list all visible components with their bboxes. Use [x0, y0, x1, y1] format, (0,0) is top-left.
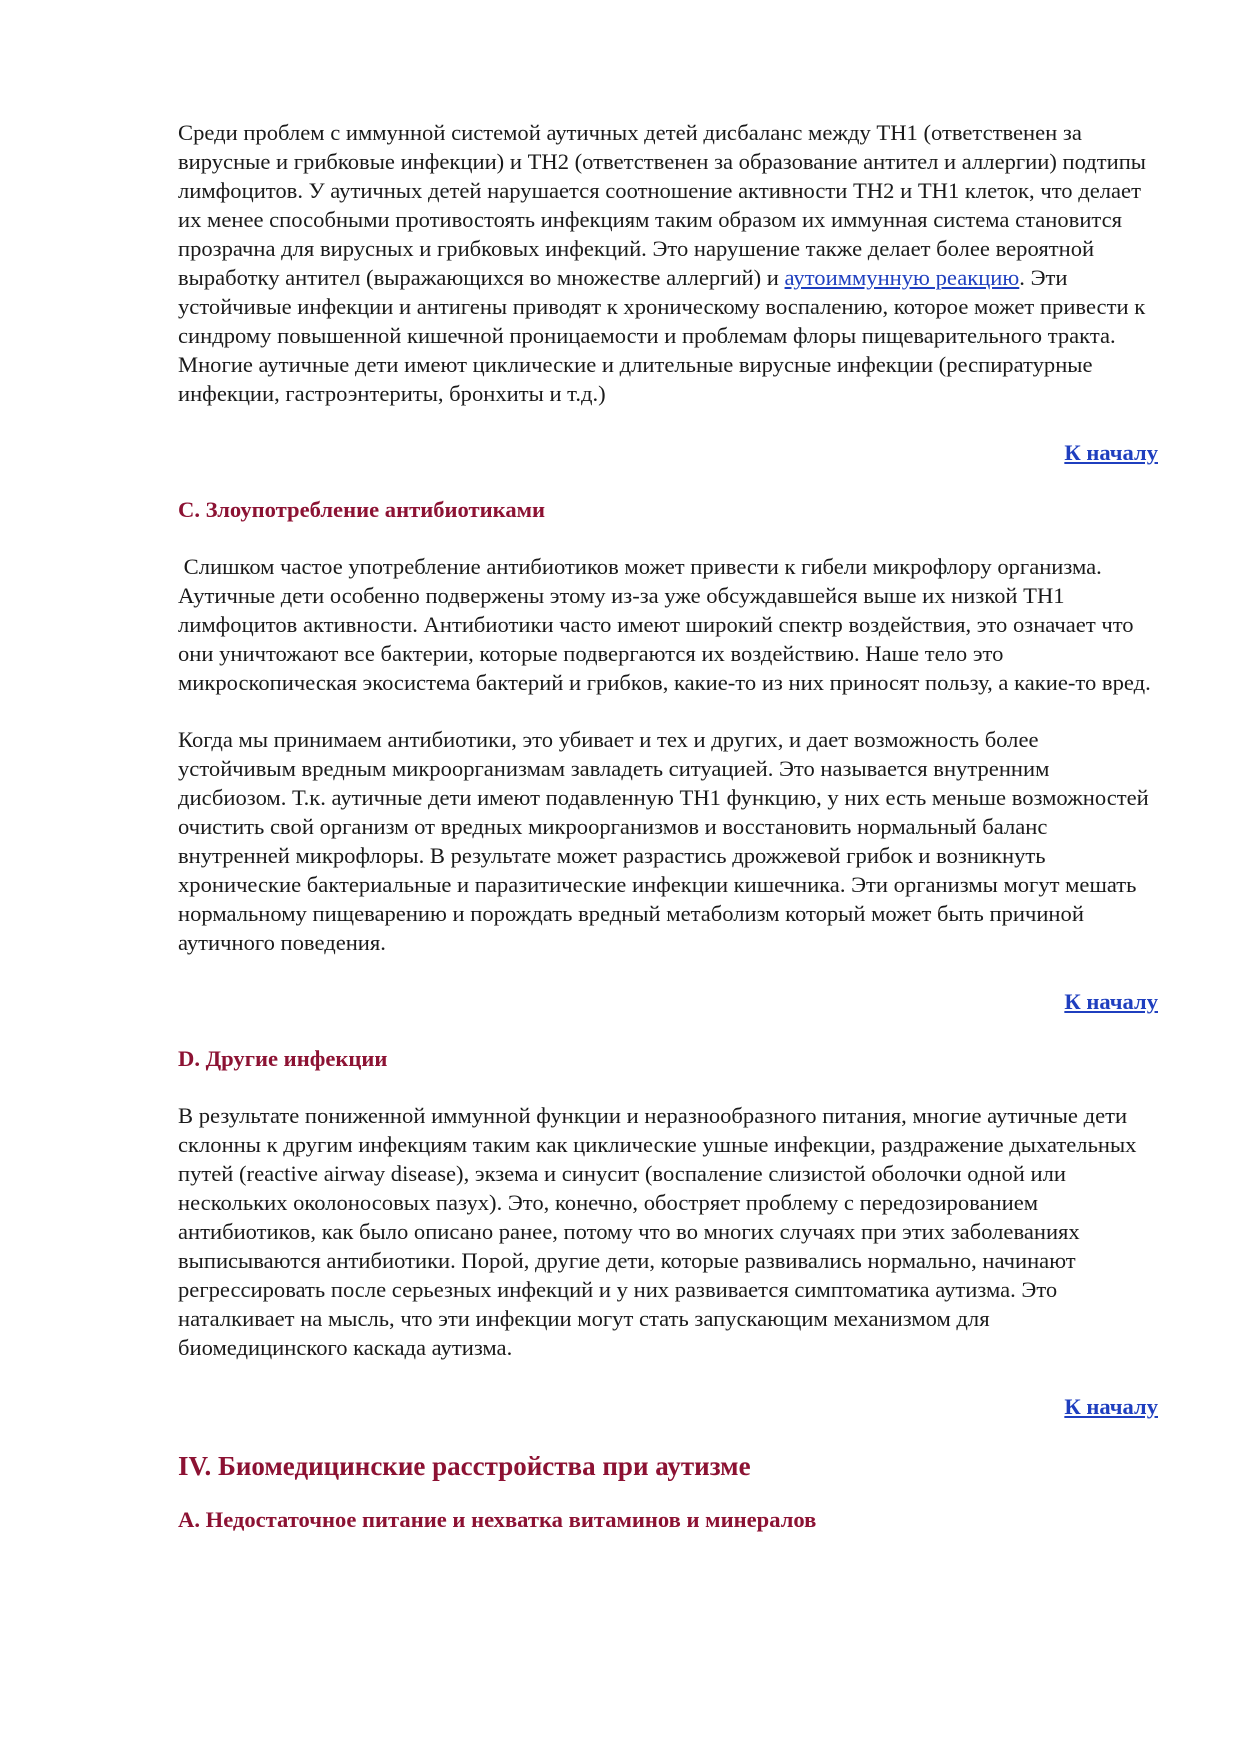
section-d-paragraph: В результате пониженной иммунной функции и неразнообразного питания, многие аутичные дети склонны к другим инфекциям таким как циклические ушные инфекции, раздражение дыхательных путей (reactive airway disease), экзема и синусит (воспаление слизистой оболочки одной или нескольких околоносовых пазух). Это, конечно, обостряет проблему с передозированием антибиотиков, как было описано ранее, потому что во многих случаях при этих заболеваниях выписываются антибиотики. Порой, другие дети, которые развивались нормально, начинают регрессировать после серьезных инфекций и у них развивается симптоматика аутизма. Это наталкивает на мысль, что эти инфекции могут стать запускающим механизмом для биомедицинского каскада аутизма. — [178, 1103, 1137, 1360]
intro-text-after: . Эти устойчивые инфекции и антигены приводят к хроническому воспалению, которое может привести к синдрому повышенной кишечной проницаемости и проблемам флоры пищеварительного тракта. Многие аутичные дети имеют циклические и длительные вирусные инфекции (респиратурные инфекции, гастроэнтериты, бронхиты и т.д.) — [178, 265, 1146, 406]
section-c-heading: C. Злоупотребление антибиотиками — [178, 497, 546, 522]
back-to-top-row-2 — [178, 987, 1158, 1016]
back-to-top-link[interactable]: К началу — [1064, 1394, 1158, 1419]
back-to-top-link[interactable]: К началу — [1064, 440, 1158, 465]
intro-text-before: Среди проблем с иммунной системой аутичных детей дисбаланс между TH1 (ответственен за вирусные и грибковые инфекции) и TH2 (ответственен за образование антител и аллергии) подтипы лимфоцитов. У аутичных детей нарушается соотношение активности TH2 и TH1 клеток, что делает их менее способными противостоять инфекциям таким образом их иммунная система становится прозрачна для вирусных и грибковых инфекций. Это нарушение также делает более вероятной выработку антител (выражающихся во множестве аллергий) и — [178, 120, 1146, 290]
back-to-top-link[interactable]: К началу — [1064, 989, 1158, 1014]
intro-paragraph — [178, 118, 1158, 408]
section-iv-heading: IV. Биомедицинские расстройства при аутизме — [178, 1451, 751, 1481]
section-d-heading: D. Другие инфекции — [178, 1046, 388, 1071]
section-iv-a-subheading: A. Недостаточное питание и нехватка витаминов и минералов — [178, 1507, 817, 1532]
back-to-top-row-1 — [178, 438, 1158, 467]
autoimmune-reaction-link[interactable]: аутоиммунную реакцию — [784, 265, 1020, 290]
section-c-paragraph-1: Слишком частое употребление антибиотиков может привести к гибели микрофлору организма. Аутичные дети особенно подвержены этому из-за уже обсуждавшейся выше их низкой TH1 лимфоцитов активности. Антибиотики часто имеют широкий спектр воздействия, это означает что они уничтожают все бактерии, которые подвергаются их воздействию. Наше тело это микроскопическая экосистема бактерий и грибков, какие-то из них приносят пользу, а какие-то вред. — [178, 554, 1151, 695]
section-c-paragraph-2: Когда мы принимаем антибиотики, это убивает и тех и других, и дает возможность более устойчивым вредным микроорганизмам завладеть ситуацией. Это называется внутренним дисбиозом. Т.к. аутичные дети имеют подавленную TH1 функцию, у них есть меньше возможностей очистить свой организм от вредных микроорганизмов и восстановить нормальный баланс внутренней микрофлоры. В результате может разрастись дрожжевой грибок и возникнуть хронические бактериальные и паразитические инфекции кишечника. Эти организмы могут мешать нормальному пищеварению и порождать вредный метаболизм который может быть причиной аутичного поведения. — [178, 727, 1149, 955]
back-to-top-row-3 — [178, 1392, 1158, 1421]
document-page — [178, 118, 1158, 1534]
